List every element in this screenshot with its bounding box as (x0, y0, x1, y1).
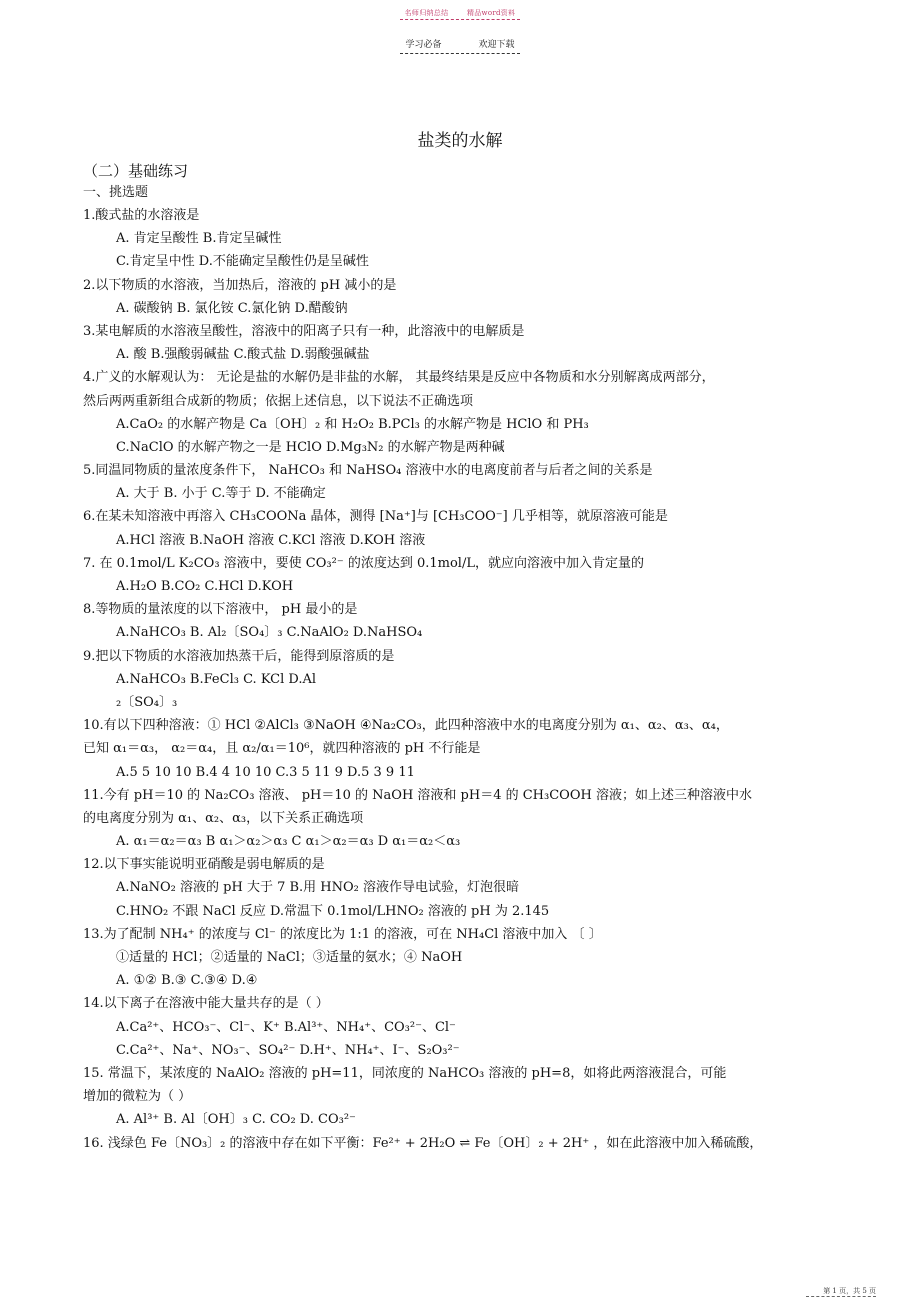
question-text-line: 9.把以下物质的水溶液加热蒸干后，能得到原溶质的是 (83, 648, 395, 664)
question-option-line: ①适量的 HCl；②适量的 NaCl；③适量的氨水；④ NaOH (116, 950, 463, 965)
question-text-line: 6.在某未知溶液中再溶入 CH₃COONa 晶体，测得 [Na⁺]与 [CH₃COO⁻] 几乎相等，就原溶液可能是 (83, 509, 668, 525)
header-sub-left: 学习必备 (405, 40, 442, 50)
header-right-text: 精品word资料 (466, 9, 516, 17)
header-top (0, 8, 920, 18)
question-option-line: A.NaHCO₃ B. Al₂〔SO₄〕₃ C.NaAlO₂ D.NaHSO₄ (116, 625, 423, 641)
footer-divider (806, 1296, 876, 1297)
question-option-line: C.Ca²⁺、Na⁺、NO₃⁻、SO₄²⁻ D.H⁺、NH₄⁺、I⁻、S₂O₃²⁻ (116, 1042, 460, 1058)
question-text-line: 11.今有 pH＝10 的 Na₂CO₃ 溶液、 pH＝10 的 NaOH 溶液和 pH＝4 的 CH₃COOH 溶液；如上述三种溶液中水 (83, 787, 752, 803)
question-option-line: A.5 5 10 10 B.4 4 10 10 C.3 5 11 9 D.5 3 9 11 (116, 764, 415, 780)
question-option-line: ₂〔SO₄〕₃ (116, 694, 178, 710)
header-sub (0, 37, 920, 50)
question-text-line: 7. 在 0.1mol/L K₂CO₃ 溶液中，要使 CO₃²⁻ 的浓度达到 0.1mol/L，就应向溶液中加入肯定量的 (83, 555, 644, 571)
question-text-line: 增加的微粒为（ ） (83, 1089, 192, 1105)
question-option-line: C.NaClO 的水解产物之一是 HClO D.Mg₃N₂ 的水解产物是两种碱 (116, 439, 505, 455)
question-option-line: C.肯定呈中性 D.不能确定呈酸性仍是呈碱性 (116, 254, 369, 270)
question-option-line: A. 大于 B. 小于 C.等于 D. 不能确定 (116, 486, 326, 502)
page-number: 第 1 页，共 5 页 (823, 1287, 876, 1295)
question-option-line: A.NaHCO₃ B.FeCl₃ C. KCl D.Al (116, 671, 317, 687)
question-option-line: A. ①② B.③ C.③④ D.④ (116, 973, 258, 989)
header-left-text: 名师归纳总结 (404, 9, 449, 17)
question-option-line: A.Ca²⁺、HCO₃⁻、Cl⁻、K⁺ B.Al³⁺、NH₄⁺、CO₃²⁻、Cl⁻ (116, 1019, 456, 1035)
question-text-line: 8.等物质的量浓度的以下溶液中， pH 最小的是 (83, 602, 358, 618)
question-text-line: 10.有以下四种溶液：① HCl ②AlCl₃ ③NaOH ④Na₂CO₃，此四种溶液中水的电离度分别为 α₁、α₂、α₃、α₄， (83, 718, 729, 734)
question-option-line: C.HNO₂ 不跟 NaCl 反应 D.常温下 0.1mol/LHNO₂ 溶液的 pH 为 2.145 (116, 903, 550, 919)
question-option-line: A. 酸 B.强酸弱碱盐 C.酸式盐 D.弱酸强碱盐 (116, 347, 370, 363)
question-option-line: A. α₁＝α₂＝α₃ B α₁＞α₂＞α₃ C α₁＞α₂＝α₃ D α₁＝α₂＜α₃ (116, 834, 461, 850)
question-text-line: 3.某电解质的水溶液呈酸性，溶液中的阳离子只有一种，此溶液中的电解质是 (83, 323, 525, 339)
question-text-line: 的电离度分别为 α₁、α₂、α₃，以下关系正确选项 (83, 810, 364, 826)
question-text-line: 5.同温同物质的量浓度条件下， NaHCO₃ 和 NaHSO₄ 溶液中水的电离度前者与后者之间的关系是 (83, 463, 653, 479)
header-sub-right: 欢迎下载 (478, 40, 515, 50)
question-text-line: 4.广义的水解观认为： 无论是盐的水解仍是非盐的水解， 其最终结果是反应中各物质和水分别解离成两部分， (83, 370, 715, 386)
section-title: 一、挑选题 (83, 185, 149, 200)
page-title: 盐类的水解 (417, 131, 503, 151)
question-text-line: 12.以下事实能说明亚硝酸是弱电解质的是 (83, 857, 325, 873)
question-option-line: A. Al³⁺ B. Al〔OH〕₃ C. CO₂ D. CO₃²⁻ (116, 1112, 356, 1128)
header-divider-bottom (400, 53, 520, 54)
question-text-line: 16. 浅绿色 Fe〔NO₃〕₂ 的溶液中存在如下平衡：Fe²⁺ + 2H₂O ⇌ Fe〔OH〕₂ + 2H⁺ ，如在此溶液中加入稀硫酸， (83, 1135, 763, 1151)
question-option-line: A. 肯定呈酸性 B.肯定呈碱性 (116, 231, 282, 247)
part-title: （二）基础练习 (83, 162, 189, 180)
question-list (83, 204, 843, 1155)
question-option-line: A.H₂O B.CO₂ C.HCl D.KOH (116, 579, 294, 594)
question-option-line: A.NaNO₂ 溶液的 pH 大于 7 B.用 HNO₂ 溶液作导电试验，灯泡很暗 (116, 880, 520, 896)
question-option-line: A. 碳酸钠 B. 氯化铵 C.氯化钠 D.醋酸钠 (116, 300, 348, 316)
question-text-line: 1.酸式盐的水溶液是 (83, 208, 200, 223)
question-text-line: 2.以下物质的水溶液，当加热后，溶液的 pH 减小的是 (83, 277, 397, 293)
question-text-line: 已知 α₁＝α₃， α₂＝α₄，且 α₂/α₁＝10⁶，就四种溶液的 pH 不行能是 (83, 741, 481, 757)
question-text-line: 14.以下离子在溶液中能大量共存的是（ ） (83, 996, 329, 1012)
question-option-line: A.CaO₂ 的水解产物是 Ca〔OH〕₂ 和 H₂O₂ B.PCl₃ 的水解产物是 HClO 和 PH₃ (116, 416, 589, 432)
question-text-line: 然后两两重新组合成新的物质；依据上述信息，以下说法不正确选项 (83, 393, 474, 409)
document-body (83, 160, 843, 1155)
header-divider-top (400, 19, 520, 20)
question-option-line: A.HCl 溶液 B.NaOH 溶液 C.KCl 溶液 D.KOH 溶液 (116, 532, 426, 548)
question-text-line: 15. 常温下，某浓度的 NaAlO₂ 溶液的 pH=11，同浓度的 NaHCO₃ 溶液的 pH=8，如将此两溶液混合，可能 (83, 1065, 727, 1081)
question-text-line: 13.为了配制 NH₄⁺ 的浓度与 Cl⁻ 的浓度比为 1:1 的溶液，可在 NH₄Cl 溶液中加入 〔 〕 (83, 926, 602, 942)
